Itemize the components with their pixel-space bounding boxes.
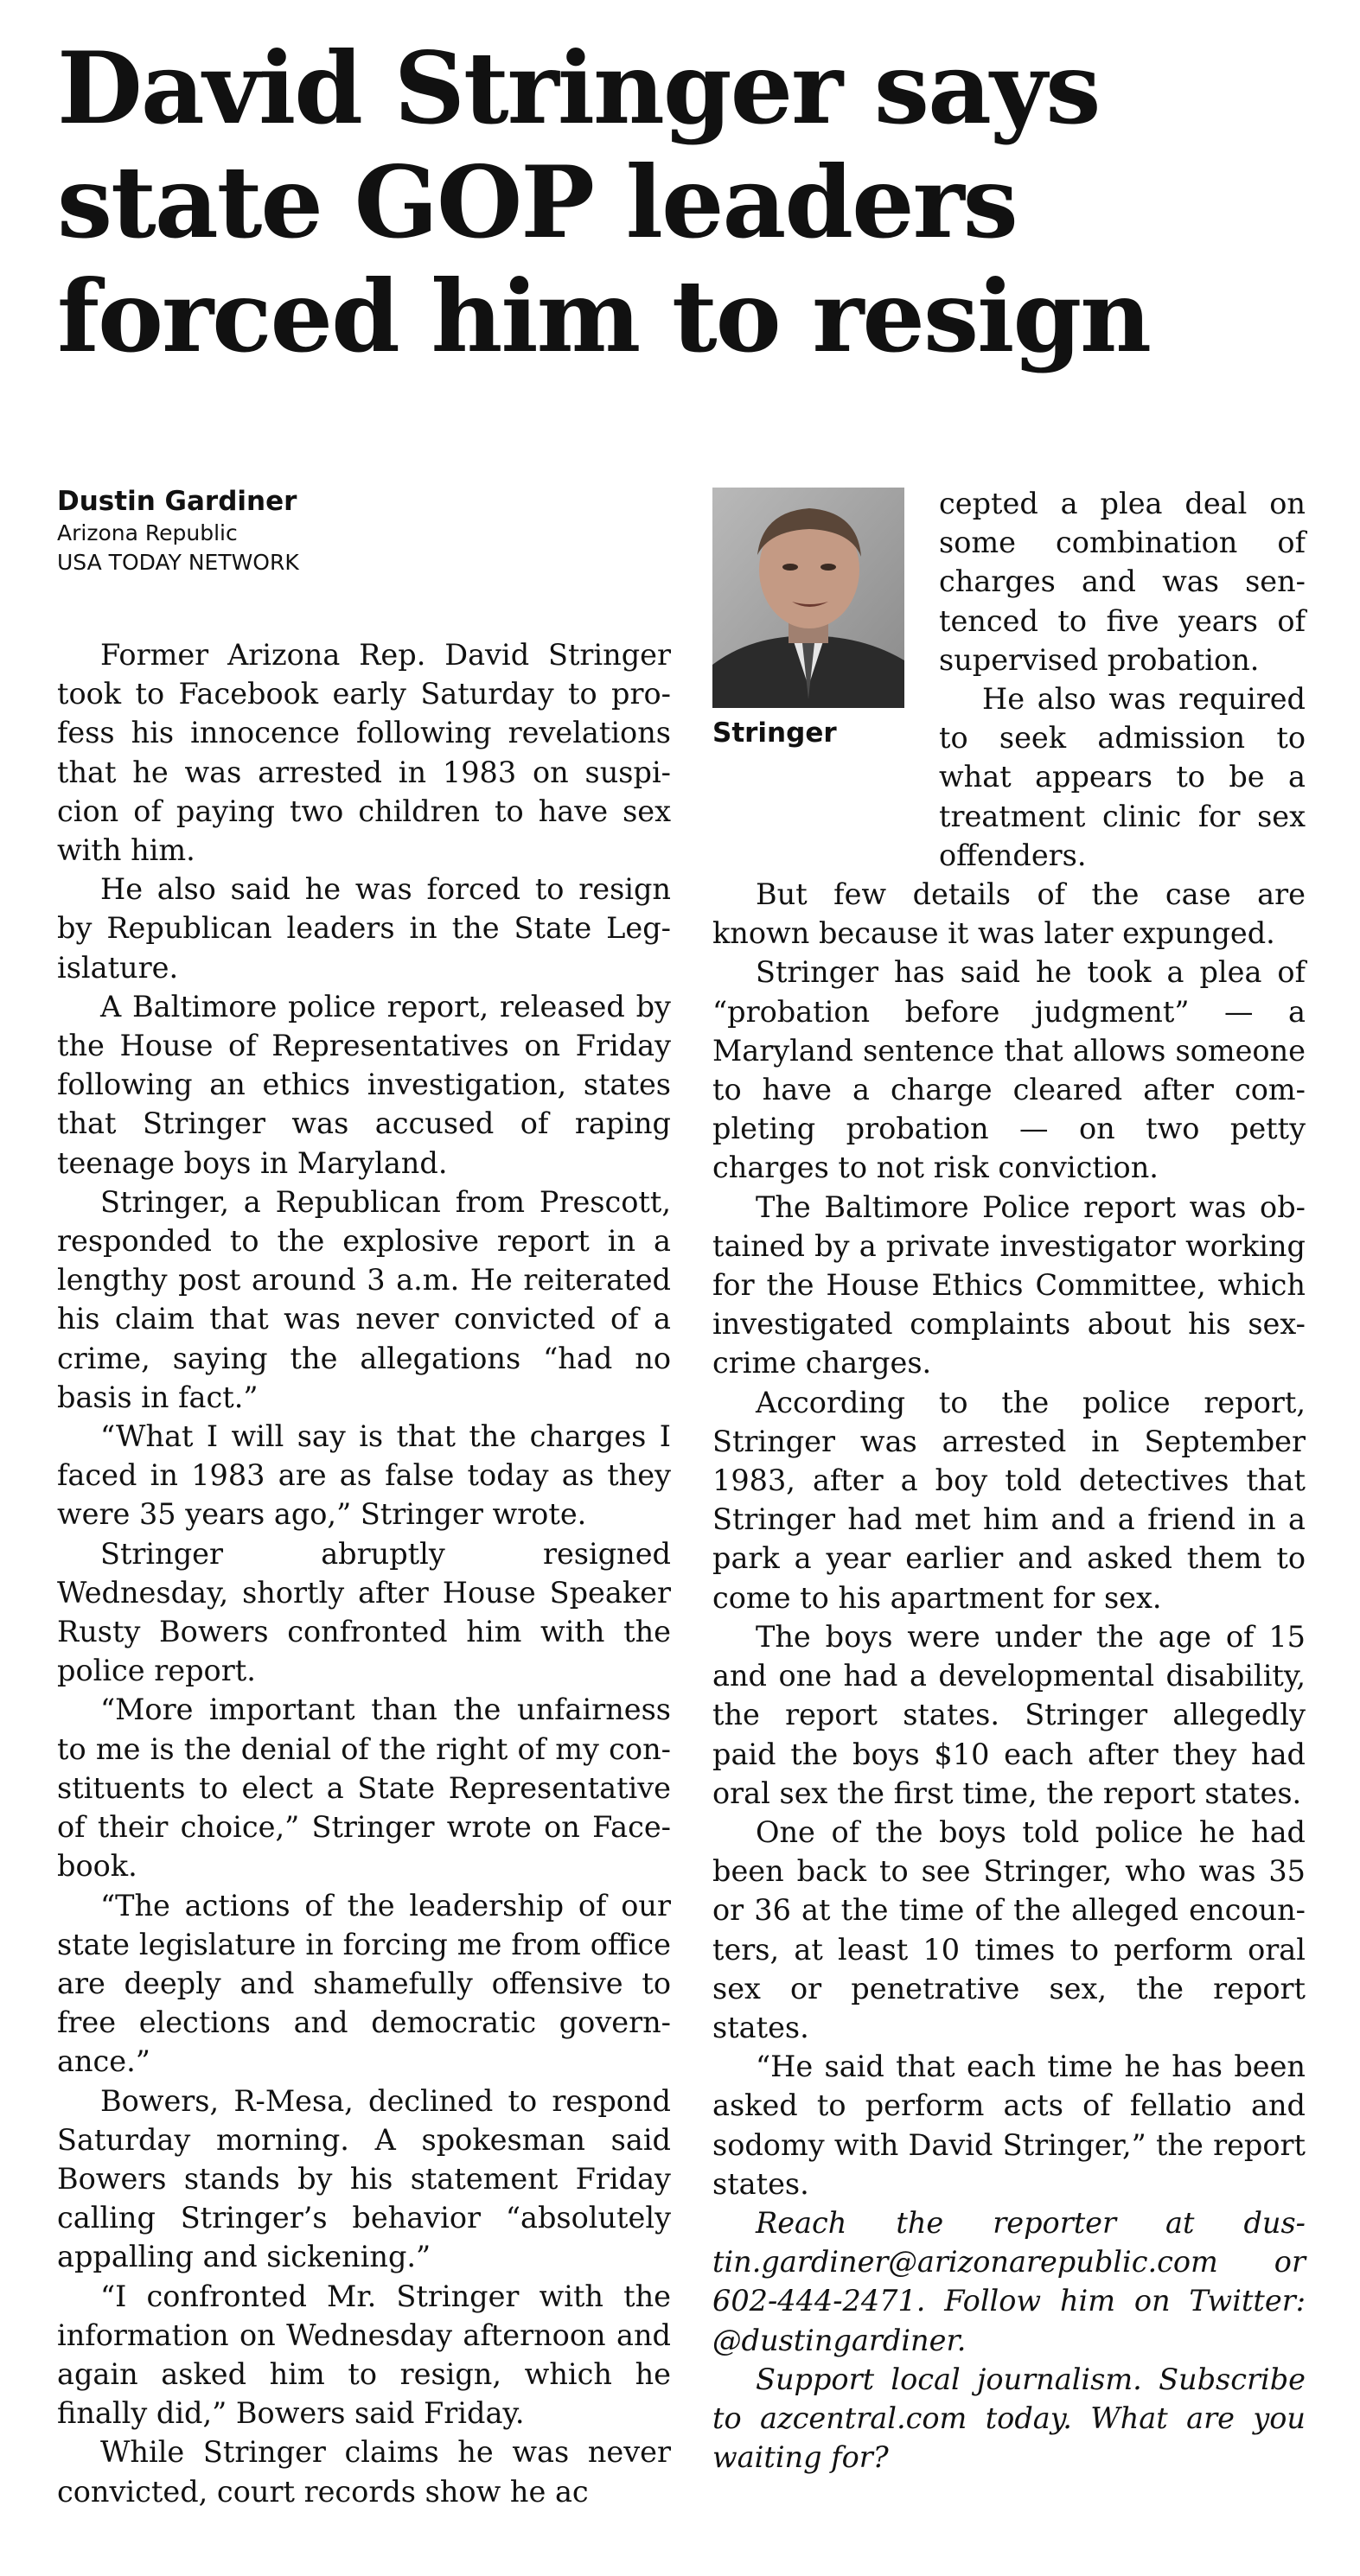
byline-network: USA TODAY NETWORK [57, 550, 299, 575]
paragraph: Bowers, R-Mesa, declined to respond Saturday morning. A spokesman said Bowers stands by his statement Friday calling Stringer’s behavior “absolutely appalling and sickening.” [57, 2083, 671, 2274]
paragraph: Stringer, a Republican from Prescott, responded to the explosive report in a lengthy post around 3 a.m. He reiterated his claim that was never convicted of a crime, saying the allegations “had no basis in fact.” [57, 1184, 671, 1414]
paragraph: “More important than the unfairness to me is the denial of the right of my constituents to elect a State Representative of their choice,” Stringer wrote on Facebook. [57, 1693, 671, 1884]
headline: David Stringer says state GOP leaders forced him to resign [57, 30, 1151, 374]
paragraph: The boys were under the age of 15 and one had a developmental disability, the report states. Stringer allegedly paid the boys $10 each after they had oral sex the first time, the report states. [712, 1619, 1306, 1810]
paragraph: cepted a plea deal on some combination of charges and was sentenced to five years of supervised probation. [939, 487, 1306, 677]
photo-block [712, 484, 939, 856]
paragraph: Stringer abruptly resigned Wednesday, shortly after House Speaker Rusty Bowers confronted him with the police report. [57, 1536, 671, 1688]
article-column-1 [57, 635, 671, 2511]
paragraph: But few details of the case are known because it was later expunged. [712, 877, 1306, 951]
paragraph: He also was required to seek admission to what appears to be a treatment clinic for sex offenders. [939, 682, 1306, 872]
paragraph: One of the boys told police he had been back to see Stringer, who was 35 or 36 at the time of the alleged encounters, at least 10 times to perform oral sex or penetrative sex, the report states. [712, 1814, 1306, 2044]
paragraph: A Baltimore police report, released by the House of Representatives on Friday following an ethics investigation, states that Stringer was accused of raping teenage boys in Maryland. [57, 989, 671, 1180]
byline-author: Dustin Gardiner [57, 486, 297, 517]
paragraph: Former Arizona Rep. David Stringer took to Facebook early Saturday to profess his innocence following revelations that he was arrested in 1983 on suspicion of paying two children to have sex with him. [57, 638, 671, 868]
paragraph: The Baltimore Police report was obtained by a private investigator working for the House Ethics Committee, which investigated complaints about his sex-crime charges. [712, 1189, 1306, 1380]
reporter-contact: Reach the reporter at dustin.gardiner@arizonarepublic.com or 602-444-2471. Follow him on Twitter: @dustingardiner. [712, 2205, 1306, 2357]
byline [57, 484, 662, 577]
portrait-photo-icon [712, 488, 904, 708]
paragraph: He also said he was forced to resign by Republican leaders in the State Legislature. [57, 872, 671, 985]
photo-caption: Stringer [712, 717, 837, 749]
paragraph: “He said that each time he has been asked to perform acts of fellatio and sodomy with David Stringer,” the report states. [712, 2050, 1306, 2201]
paragraph: “I confronted Mr. Stringer with the information on Wednesday afternoon and again asked him to resign, which he finally did,” Bowers said Friday. [57, 2279, 671, 2431]
subscribe-promo: Support local journalism. Subscribe to azcentral.com today. What are you waiting for? [712, 2362, 1306, 2475]
paragraph: “What I will say is that the charges I faced in 1983 are as false today as they were 35 years ago,” Stringer wrote. [57, 1419, 671, 1532]
paragraph: According to the police report, Stringer was arrested in September 1983, after a boy told detectives that Stringer had met him and a friend in a park a year earlier and asked them to come to his apartment for sex. [712, 1385, 1306, 1615]
paragraph: While Stringer claims he was never convicted, court records show he ac [57, 2435, 671, 2509]
byline-org: Arizona Republic [57, 520, 238, 545]
article-column-2 [712, 484, 1306, 2477]
paragraph: “The actions of the leadership of our state legislature in forcing me from office are deeply and shamefully offensive to free elections and democratic governance.” [57, 1888, 671, 2079]
paragraph: Stringer has said he took a plea of “probation before judgment” — a Maryland sentence that allows someone to have a charge cleared after completing probation — on two petty charges to not risk conviction. [712, 955, 1306, 1185]
